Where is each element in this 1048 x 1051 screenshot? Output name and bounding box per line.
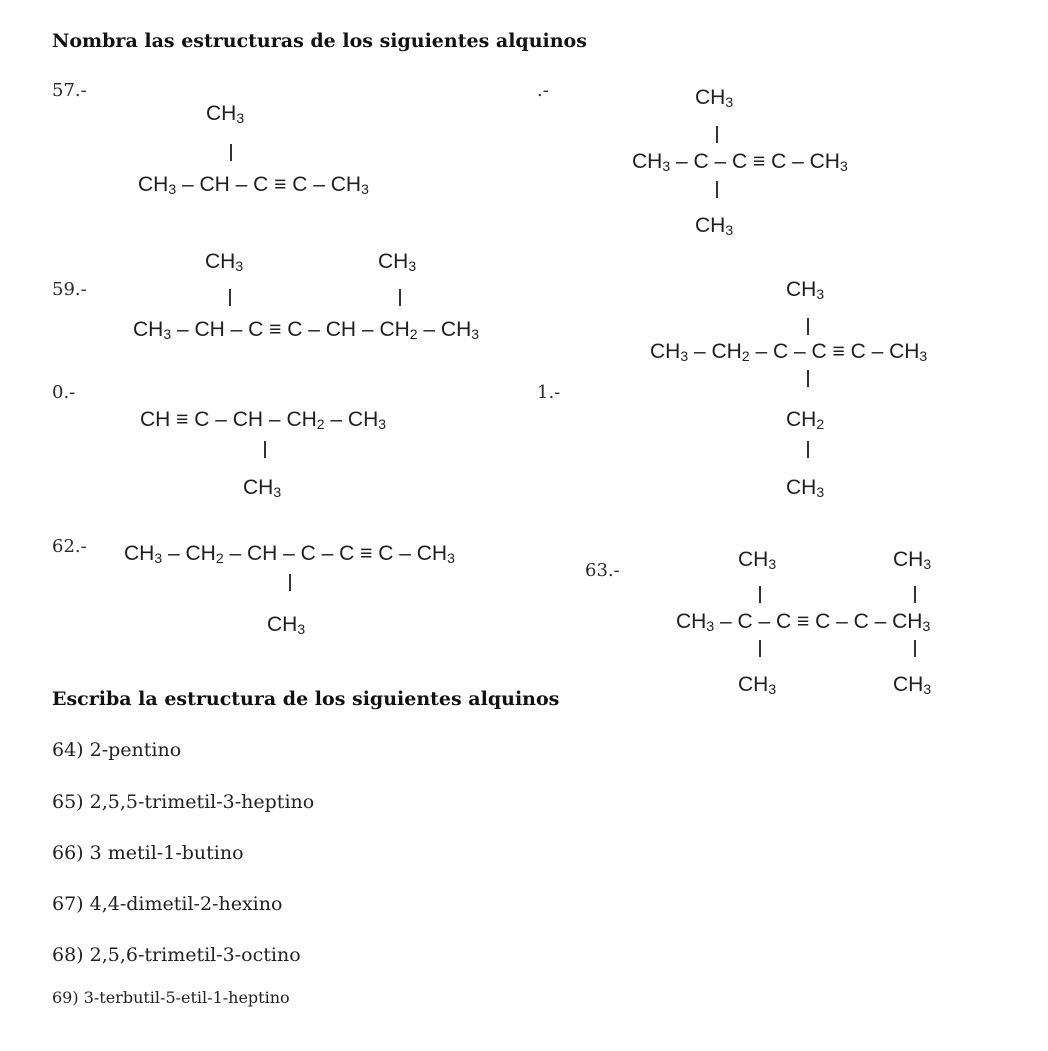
section-title: Escriba la estructura de los siguientes alquinos — [52, 688, 560, 710]
substituent-ch3-bottom-right: $CH_3$ — [893, 673, 932, 697]
substituent-ch3: $CH_3$ — [267, 613, 306, 637]
page-title: Nombra las estructuras de los siguientes alquinos — [52, 30, 587, 52]
exercise-65: 65) 2,5,5-trimetil-3-heptino — [52, 791, 315, 813]
exercise-68: 68) 2,5,6-trimetil-3-octino — [52, 944, 301, 966]
exercise-67: 67) 4,4-dimetil-2-hexino — [52, 893, 283, 915]
bond-line — [914, 586, 916, 603]
bond-line — [264, 441, 266, 458]
exercise-number-63: 63.- — [585, 560, 620, 581]
main-chain: $CH_3 - C - C \equiv C - CH_3$ — [632, 150, 848, 174]
bond-line — [716, 126, 718, 143]
main-chain: $CH_3 - CH_2$ – CH – $C - C \equiv C - CH_3$ — [124, 542, 455, 566]
substituent-ch3-bottom: $CH_3$ — [695, 214, 734, 238]
substituent-ch3-top: $CH_3$ — [786, 278, 825, 302]
exercise-number-57: 57.- — [52, 80, 87, 101]
exercise-69: 69) 3-terbutil-5-etil-1-heptino — [52, 988, 290, 1007]
bond-line — [807, 441, 809, 458]
exercise-number-60: 0.- — [52, 382, 76, 403]
substituent-ch3: $CH_3$ — [206, 102, 245, 126]
bond-line — [229, 289, 231, 306]
substituent-ch3-top: $CH_3$ — [695, 86, 734, 110]
substituent-ch3: $CH_3$ — [243, 476, 282, 500]
substituent-ch2: $CH_2$ — [786, 408, 825, 432]
exercise-64: 64) 2-pentino — [52, 739, 182, 761]
substituent-ch3-bottom-left: $CH_3$ — [738, 673, 777, 697]
exercise-66: 66) 3 metil-1-butino — [52, 842, 244, 864]
main-chain: $CH_3$ – CH – $C \equiv C - CH_3$ — [138, 173, 369, 197]
substituent-ch3-top-right: $CH_3$ — [893, 548, 932, 572]
substituent-ch3-left: $CH_3$ — [205, 250, 244, 274]
bond-line — [399, 289, 401, 306]
bond-line — [230, 144, 232, 161]
main-chain: CH ≡ C – CH – $CH_2 - CH_3$ — [140, 408, 387, 432]
bond-line — [914, 640, 916, 657]
bond-line — [759, 586, 761, 603]
main-chain: $CH_3$ – CH – C ≡ C – CH – $CH_2 - CH_3$ — [133, 318, 480, 342]
exercise-number-58: .- — [537, 80, 549, 101]
bond-line — [807, 318, 809, 335]
bond-line — [807, 370, 809, 387]
exercise-number-59: 59.- — [52, 279, 87, 300]
bond-line — [716, 181, 718, 198]
substituent-ch3-bottom: $CH_3$ — [786, 476, 825, 500]
bond-line — [759, 640, 761, 657]
bond-line — [289, 574, 291, 591]
substituent-ch3-right: $CH_3$ — [378, 250, 417, 274]
substituent-ch3-top-left: $CH_3$ — [738, 548, 777, 572]
main-chain: $CH_3 - CH_2 - C - C \equiv C - CH_3$ — [650, 340, 928, 364]
main-chain: $CH_3 - C - C \equiv C - C - CH_3$ — [676, 610, 931, 634]
exercise-number-62: 62.- — [52, 536, 87, 557]
exercise-number-61: 1.- — [537, 382, 561, 403]
